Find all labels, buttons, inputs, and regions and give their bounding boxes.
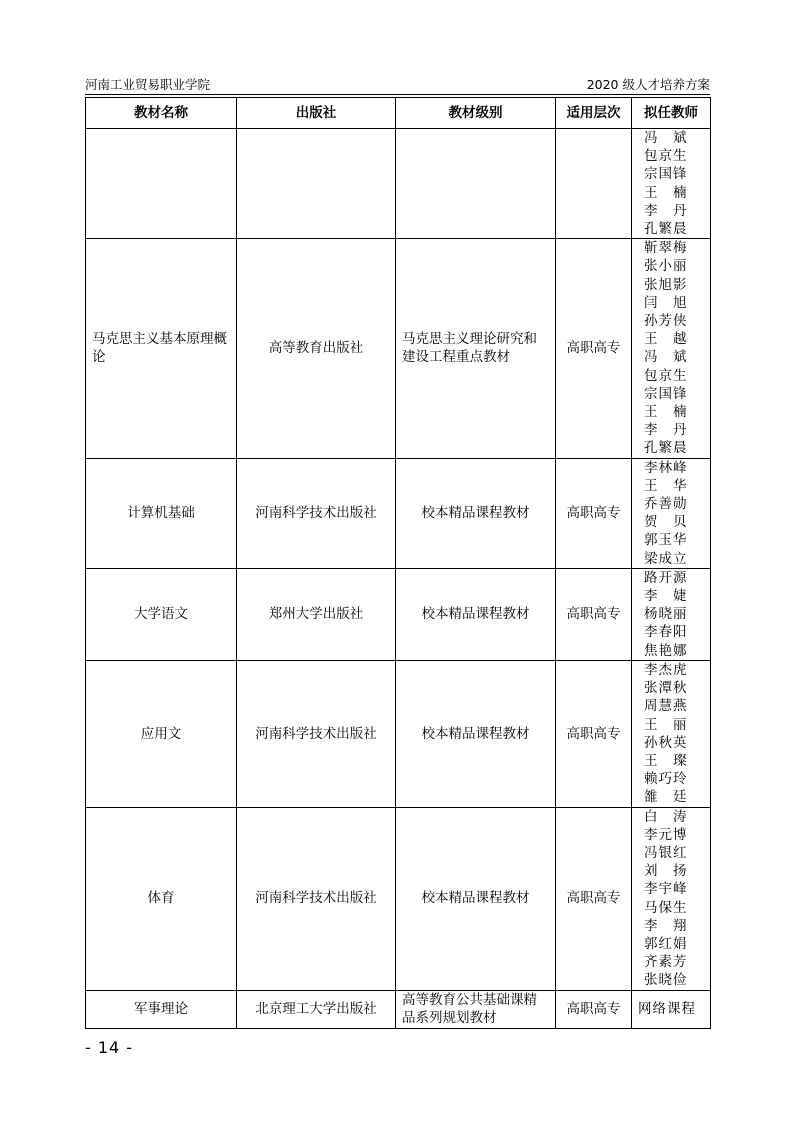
teacher-name: 雒 廷	[644, 789, 688, 806]
teacher-name: 路开源	[644, 569, 688, 586]
table-row	[86, 129, 711, 239]
teacher-name: 张旭影	[644, 276, 688, 293]
teacher-name: 李 丹	[644, 202, 688, 219]
teacher-name: 王 璨	[644, 752, 688, 769]
teacher-name: 宗国锋	[644, 385, 688, 402]
teacher-name: 孔繁晨	[644, 221, 688, 238]
textbook-level-cell: 校本精品课程教材	[396, 458, 556, 568]
publisher-cell: 郑州大学出版社	[237, 568, 396, 660]
table-row	[86, 807, 711, 990]
teacher-name: 张小丽	[644, 258, 688, 275]
teacher-name: 王 越	[644, 331, 688, 348]
teacher-name: 冯 斌	[644, 349, 688, 366]
teacher-name: 王 楠	[644, 404, 688, 421]
teacher-name: 李春阳	[644, 624, 688, 641]
teacher-name: 李 丹	[644, 422, 688, 439]
textbook-name-cell	[86, 129, 237, 239]
teacher-name: 赖巧玲	[644, 771, 688, 788]
column-header-textbook-name: 教材名称	[86, 98, 237, 129]
teacher-name: 闫 旭	[644, 294, 688, 311]
publisher-cell	[237, 129, 396, 239]
column-header-textbook-level: 教材级别	[396, 98, 556, 129]
tier-cell: 高职高专	[556, 660, 632, 807]
teacher-name: 靳翠梅	[644, 240, 688, 257]
teacher-name: 冯银红	[644, 844, 688, 861]
textbook-name-cell: 军事理论	[86, 990, 237, 1028]
teacher-name: 冯 斌	[644, 130, 688, 146]
column-header-applicable-tier: 适用层次	[556, 98, 632, 129]
table-row	[86, 660, 711, 807]
teachers-cell	[632, 129, 711, 239]
teacher-name: 李元博	[644, 826, 688, 843]
teacher-name: 孔繁晨	[644, 440, 688, 457]
teacher-name: 李宇峰	[644, 881, 688, 898]
teachers-cell	[632, 568, 711, 660]
publisher-cell: 河南科学技术出版社	[237, 807, 396, 990]
teacher-name: 白 涛	[644, 808, 688, 825]
teacher-name: 贺 贝	[644, 514, 688, 531]
teacher-name: 包京生	[644, 148, 688, 165]
tier-cell: 高职高专	[556, 990, 632, 1028]
tier-cell: 高职高专	[556, 239, 632, 458]
textbook-level-cell: 校本精品课程教材	[396, 568, 556, 660]
textbook-name-cell: 马克思主义基本原理概论	[86, 239, 237, 458]
tier-cell: 高职高专	[556, 807, 632, 990]
publisher-cell: 河南科学技术出版社	[237, 458, 396, 568]
teacher-name: 李杰虎	[644, 661, 688, 678]
teacher-name: 郭玉华	[644, 532, 688, 549]
textbook-level-cell: 高等教育公共基础课精品系列规划教材	[396, 990, 556, 1028]
textbook-name-cell: 大学语文	[86, 568, 237, 660]
teacher-name: 张潭秋	[644, 680, 688, 697]
tier-cell: 高职高专	[556, 458, 632, 568]
column-header-teachers: 拟任教师	[632, 98, 711, 129]
textbook-name-cell: 计算机基础	[86, 458, 237, 568]
table-header-row	[86, 98, 711, 129]
column-header-publisher: 出版社	[237, 98, 396, 129]
teacher-name: 杨晓丽	[644, 606, 688, 623]
teachers-cell	[632, 239, 711, 458]
teacher-name: 梁成立	[644, 550, 688, 567]
teacher-name: 李林峰	[644, 459, 688, 476]
textbook-level-cell: 校本精品课程教材	[396, 660, 556, 807]
teacher-name: 焦艳娜	[644, 642, 688, 659]
page-number: - 14 -	[85, 1038, 134, 1057]
textbook-table	[85, 97, 711, 1029]
publisher-cell: 河南科学技术出版社	[237, 660, 396, 807]
table-row	[86, 458, 711, 568]
teacher-name: 李 翔	[644, 917, 688, 934]
tier-cell: 高职高专	[556, 568, 632, 660]
table-row	[86, 568, 711, 660]
teachers-cell	[632, 990, 711, 1028]
textbook-level-cell: 马克思主义理论研究和建设工程重点教材	[396, 239, 556, 458]
teacher-name: 宗国锋	[644, 166, 688, 183]
table-row	[86, 239, 711, 458]
teacher-name: 张晓俭	[644, 972, 688, 989]
teacher-name: 网络课程	[638, 1000, 696, 1017]
textbook-name-cell: 体育	[86, 807, 237, 990]
publisher-cell: 高等教育出版社	[237, 239, 396, 458]
textbook-level-cell: 校本精品课程教材	[396, 807, 556, 990]
teacher-name: 乔善勋	[644, 496, 688, 513]
teacher-name: 王 楠	[644, 184, 688, 201]
textbook-level-cell	[396, 129, 556, 239]
teacher-name: 孙秋英	[644, 734, 688, 751]
page-header	[85, 74, 710, 95]
teachers-cell	[632, 660, 711, 807]
textbook-name-cell: 应用文	[86, 660, 237, 807]
teacher-name: 周慧燕	[644, 698, 688, 715]
school-name: 河南工业贸易职业学院	[85, 77, 211, 92]
publisher-cell: 北京理工大学出版社	[237, 990, 396, 1028]
plan-title: 2020 级人才培养方案	[586, 77, 710, 92]
teachers-cell	[632, 807, 711, 990]
teacher-name: 包京生	[644, 367, 688, 384]
teachers-cell	[632, 458, 711, 568]
teacher-name: 齐素芳	[644, 954, 688, 971]
teacher-name: 孙芳侠	[644, 313, 688, 330]
teacher-name: 李 婕	[644, 588, 688, 605]
teacher-name: 刘 扬	[644, 863, 688, 880]
teacher-name: 郭红娟	[644, 935, 688, 952]
teacher-name: 王 华	[644, 477, 688, 494]
table-row	[86, 990, 711, 1028]
tier-cell	[556, 129, 632, 239]
teacher-name: 马保生	[644, 899, 688, 916]
teacher-name: 王 丽	[644, 716, 688, 733]
